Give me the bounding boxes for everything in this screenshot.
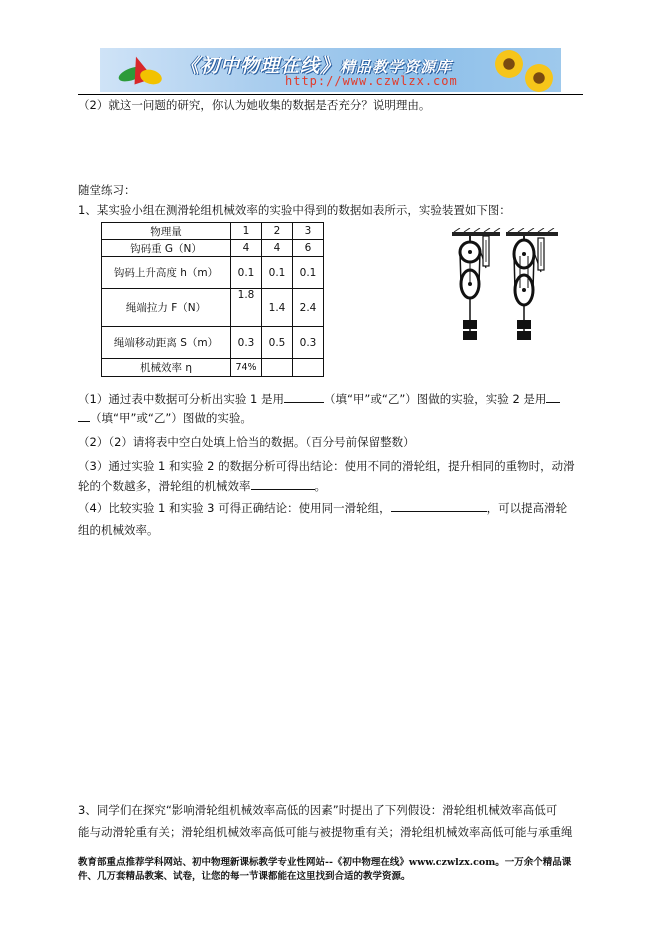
table-cell: 2.4 — [293, 289, 324, 327]
table-cell: 物理量 — [102, 223, 231, 240]
pulley-setup-yi — [506, 228, 558, 340]
practice-3-text: 3、同学们在探究“影响滑轮组机械效率高低的因素”时提出了下列假设：滑轮组机械效率高低可 — [78, 803, 558, 817]
table-cell: 74% — [231, 359, 262, 377]
practice-1-q1: （1）通过表中数据可分析出实验 1 是用 （填“甲”或“乙”）图做的实验，实验 2 是用 — [78, 391, 560, 407]
table-row — [102, 257, 324, 289]
table-row — [102, 327, 324, 359]
table-cell — [293, 359, 324, 377]
experiment-data-table — [101, 222, 324, 377]
practice-1-q2: （2）（2）请将表中空白处填上恰当的数据。（百分号前保留整数） — [78, 435, 415, 449]
table-row — [102, 289, 324, 327]
table-cell: 4 — [231, 240, 262, 257]
table-cell: 绳端移动距离 S（m） — [102, 327, 231, 359]
header-divider — [78, 94, 583, 95]
table-cell: 0.1 — [293, 257, 324, 289]
banner-url[interactable]: http://www.czwlzx.com — [285, 74, 458, 88]
table-cell: 1.8 — [231, 289, 262, 327]
table-cell: 0.3 — [231, 327, 262, 359]
table-cell: 0.1 — [262, 257, 293, 289]
table-cell: 0.3 — [293, 327, 324, 359]
practice-1-q4: （4）比较实验 1 和实验 3 可得正确结论：使用同一滑轮组， ，可以提高滑轮 — [78, 501, 568, 515]
practice-1-q3: （3）通过实验 1 和实验 2 的数据分析可得出结论：使用不同的滑轮组，提升相同的重物时，动滑 — [78, 459, 575, 473]
pulley-apparatus-figure — [450, 228, 560, 350]
practice-1-q4-cont: 组的机械效率。 — [78, 523, 159, 537]
practice-1-q1-cont: （填“甲”或“乙”）图做的实验。 — [78, 410, 252, 426]
table-row — [102, 359, 324, 377]
sunflower-icon — [495, 50, 523, 78]
banner-title: 《初中物理在线》精品教学资源库 — [180, 55, 453, 77]
practice-3-text-cont: 能与动滑轮重有关；滑轮组机械效率高低可能与被提物重有关；滑轮组机械效率高低可能与承重绳 — [78, 825, 573, 839]
table-cell: 钩码重 G（N） — [102, 240, 231, 257]
table-cell: 钩码上升高度 h（m） — [102, 257, 231, 289]
question-2-text: （2）就这一问题的研究，你认为她收集的数据是否充分？说明理由。 — [78, 98, 431, 112]
logo-petal-icon — [139, 67, 164, 86]
table-cell: 6 — [293, 240, 324, 257]
answer-blank[interactable] — [546, 391, 560, 403]
page-footer: 教育部重点推荐学科网站、初中物理新课标教学专业性网站--《初中物理在线》www.czwlzx.com。一万余个精品课 件、几万套精品教案、试卷，让您的每一节课都能在这里找到合适的教学资源。 — [78, 857, 572, 882]
table-cell: 机械效率 η — [102, 359, 231, 377]
answer-blank[interactable] — [391, 500, 487, 512]
practice-heading: 随堂练习： — [78, 183, 136, 197]
table-cell: 绳端拉力 F（N） — [102, 289, 231, 327]
answer-blank[interactable] — [251, 478, 315, 490]
table-cell: 0.1 — [231, 257, 262, 289]
answer-blank[interactable] — [78, 410, 90, 422]
table-cell: 1.4 — [262, 289, 293, 327]
table-row — [102, 240, 324, 257]
pulley-setup-jia — [452, 228, 500, 340]
header-banner — [100, 48, 561, 92]
practice-1-q3-cont: 轮的个数越多，滑轮组的机械效率 。 — [78, 479, 326, 493]
answer-blank[interactable] — [284, 391, 324, 403]
table-cell — [262, 359, 293, 377]
table-cell: 2 — [262, 223, 293, 240]
table-cell: 3 — [293, 223, 324, 240]
practice-1-intro: 1、某实验小组在测滑轮组机械效率的实验中得到的数据如表所示，实验装置如下图： — [78, 203, 511, 217]
table-cell: 1 — [231, 223, 262, 240]
table-header-row — [102, 223, 324, 240]
sunflower-icon — [525, 64, 553, 92]
table-cell: 4 — [262, 240, 293, 257]
table-cell: 0.5 — [262, 327, 293, 359]
